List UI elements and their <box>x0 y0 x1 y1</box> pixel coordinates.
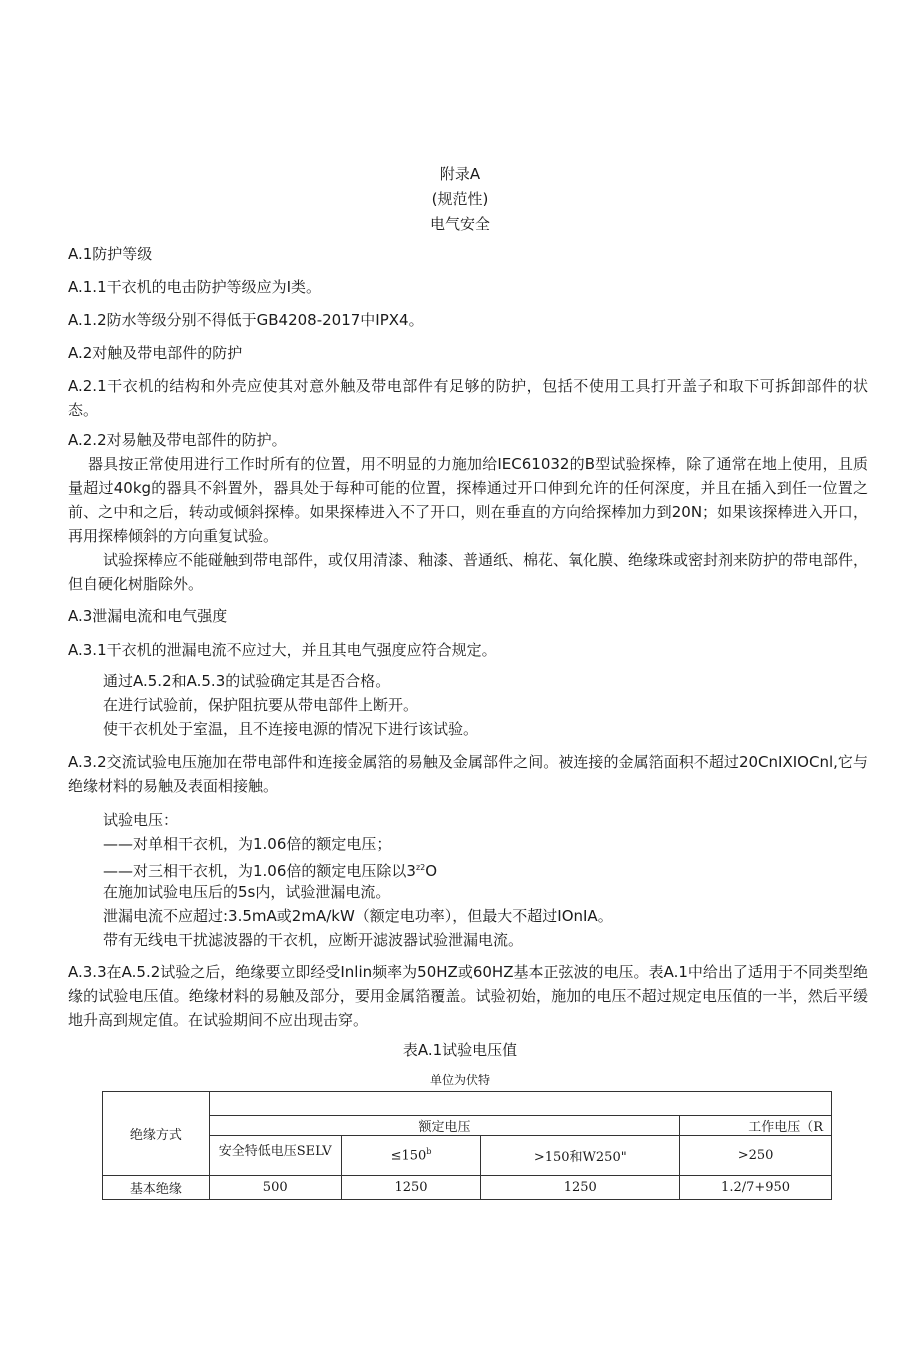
appendix-type: (规范性) <box>431 190 489 208</box>
col-header-selv: 安全特低电压SELV <box>209 1136 341 1176</box>
section-a1-heading: A.1防护等级 <box>68 245 153 263</box>
clause-a3-2: A.3.2交流试验电压施加在带电部件和连接金属箔的易触及金属部件之间。被连接的金属箔面积不超过20CnIXIOCnl,它与绝缘材料的易触及表面相接触。 <box>68 753 868 795</box>
cell-selv: 500 <box>209 1176 341 1200</box>
a3-2-line: ——对三相干衣机，为1.06倍的额定电压除以$3^{z2}O$ <box>103 862 438 880</box>
a3-1-line: 在进行试验前，保护阻抗要从带电部件上断开。 <box>103 696 419 714</box>
probe-test-paragraph: 器具按正常使用进行工作时所有的位置，用不明显的力施加给IEC61032的B型试验探棒，除了通常在地上使用，且质量超过40kg的器具不斜置外，器具处于每种可能的位置，探棒通过开口伸到允许的任何深度，并且在插入到任一位置之前、之中和之后，转动或倾斜探棒。如果探棒进入不了开口，则在垂直的方向给探棒加力到20N；如果该探棒进入开口，再用探棒倾斜的方向重复试验。 <box>68 455 868 545</box>
a3-2-line: 在施加试验电压后的5s内，试验泄漏电流。 <box>103 883 391 901</box>
clause-a2-2: A.2.2对易触及带电部件的防护。 <box>68 431 287 449</box>
clause-a1-1: A.1.1干衣机的电击防护等级应为Ⅰ类。 <box>68 278 322 296</box>
table-caption: 表A.1试验电压值 <box>402 1041 518 1059</box>
table-unit: 单位为伏特 <box>429 1073 490 1087</box>
col-header-gt250: >250 <box>680 1136 832 1176</box>
a3-1-line: 通过A.5.2和A.5.3的试验确定其是否合格。 <box>103 672 391 690</box>
header-rated-voltage: 额定电压 <box>209 1116 679 1136</box>
row-label: 基本绝缘 <box>103 1176 210 1200</box>
a3-2-line: 试验电压： <box>103 811 179 829</box>
cell-le150: 1250 <box>341 1176 481 1200</box>
col-header-le150: $\le 150^b$ <box>341 1136 481 1176</box>
a3-2-line: 泄漏电流不应超过:3.5mA或2mA/kW（额定电功率），但最大不超过IOnIA。 <box>103 907 613 925</box>
a3-1-line: 使干衣机处于室温，且不连接电源的情况下进行该试验。 <box>103 720 479 738</box>
test-voltage-table <box>102 1091 832 1200</box>
clause-a2-1: A.2.1干衣机的结构和外壳应使其对意外触及带电部件有足够的防护，包括不使用工具打开盖子和取下可拆卸部件的状态。 <box>68 377 868 419</box>
a3-2-line: 带有无线电干扰滤波器的干衣机，应断开滤波器试验泄漏电流。 <box>103 931 524 949</box>
clause-a3-1: A.3.1干衣机的泄漏电流不应过大，并且其电气强度应符合规定。 <box>68 641 497 659</box>
col-header-150-250: >150和W250" <box>481 1136 680 1176</box>
section-a3-heading: A.3泄漏电流和电气强度 <box>68 607 228 625</box>
cell-gt250: 1.2/7+950 <box>680 1176 832 1200</box>
header-working-voltage: 工作电压（R <box>680 1116 832 1136</box>
a3-2-line: ——对单相干衣机，为1.06倍的额定电压； <box>103 835 392 853</box>
appendix-title: 电气安全 <box>429 215 490 233</box>
section-a2-heading: A.2对触及带电部件的防护 <box>68 344 243 362</box>
header-blank-row <box>209 1092 831 1116</box>
cell-150-250: 1250 <box>481 1176 680 1200</box>
header-method: 绝缘方式 <box>103 1092 210 1176</box>
clause-a3-3: A.3.3在A.5.2试验之后，绝缘要立即经受Inlin频率为50HZ或60HZ基本正弦波的电压。表A.1中给出了适用于不同类型绝缘的试验电压值。绝缘材料的易触及部分，要用金属箔覆盖。试验初始，施加的电压不超过规定电压值的一半，然后平缓地升高到规定值。在试验期间不应出现击穿。 <box>68 963 868 1029</box>
clause-a1-2: A.1.2防水等级分别不得低于GB4208-2017中IPX4。 <box>68 311 424 329</box>
appendix-label: 附录A <box>439 165 481 183</box>
probe-contact-paragraph: 试验探棒应不能碰触到带电部件，或仅用清漆、釉漆、普通纸、棉花、氧化膜、绝缘珠或密封剂来防护的带电部件，但自硬化树脂除外。 <box>68 551 869 593</box>
